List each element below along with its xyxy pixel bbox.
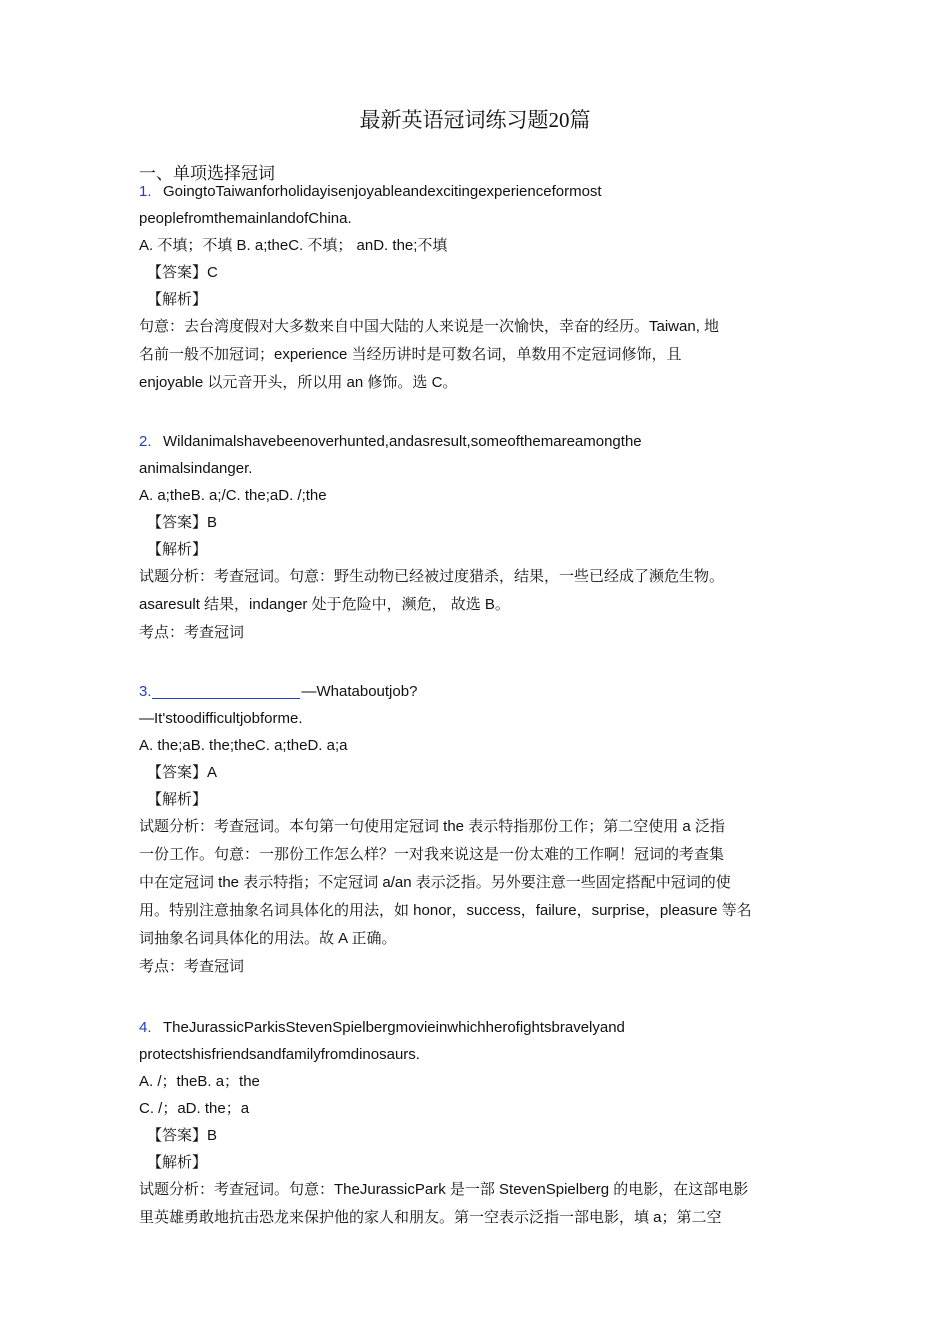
question-number: 1.	[139, 183, 152, 200]
question-number: 3.	[139, 683, 152, 700]
question-options: A. 不填；不填 B. a;theC. 不填； anD. the;不填	[139, 237, 448, 254]
question-number: 2.	[139, 433, 152, 450]
question-options: A. /；theB. a；the	[139, 1073, 260, 1090]
answer-label: 【答案】A	[147, 764, 218, 781]
question-stem-cont: protectshisfriendsandfamilyfromdinosaurs.	[139, 1046, 420, 1063]
answer-blank	[152, 681, 300, 699]
question-stem-cont: —It'stoodifficultjobforme.	[139, 710, 303, 727]
explanation: 试题分析：考查冠词。本句第一句使用定冠词 the 表示特指那份工作；第二空使用 a 泛指 一份工作。句意：一那份工作怎么样？一对我来说这是一份太难的工作啊！冠词的考查集 中在定冠词 the 表示特指；不定冠词 a/an 表示泛指。另外要注意一些固定搭配中冠词的使 用。特别注意抽象名词具体化的用法，如 honor，success，failure，surprise，pleasure 等名 词抽象名词具体化的用法。故 A 正确。	[139, 818, 752, 947]
question-options: C. /；aD. the；a	[139, 1100, 250, 1117]
document-title: 最新英语冠词练习题20篇	[359, 108, 591, 132]
question-options: A. the;aB. the;theC. a;theD. a;a	[139, 737, 348, 754]
question-stem: 4. TheJurassicParkisStevenSpielbergmovieinwhichherofightsbravelyand	[139, 1014, 809, 1041]
question-stem: 2. Wildanimalshavebeenoverhunted,andasresult,someofthemareamongthe	[139, 428, 809, 455]
question-stem-cont: animalsindanger.	[139, 460, 253, 477]
analysis-label: 【解析】	[147, 791, 208, 808]
question-stem: 1. GoingtoTaiwanforholidayisenjoyableandexcitingexperienceformost	[139, 178, 809, 205]
exam-point: 考点：考查冠词	[139, 624, 245, 641]
question-2	[139, 428, 809, 646]
question-stem: 3. —Whataboutjob?	[139, 683, 418, 700]
explanation: 试题分析：考查冠词。句意：野生动物已经被过度猎杀，结果，一些已经成了濒危生物。 asaresult 结果，indanger 处于危险中，濒危， 故选 B。	[139, 568, 725, 613]
question-number: 4.	[139, 1019, 152, 1036]
explanation: 试题分析：考查冠词。句意：TheJurassicPark 是一部 StevenSpielberg 的电影，在这部电影 里英雄勇敢地抗击恐龙来保护他的家人和朋友。第一空表示泛指一部电影，填 a；第二空	[139, 1181, 749, 1226]
section-title: 一、单项选择冠词	[139, 164, 275, 183]
answer-label: 【答案】C	[147, 264, 218, 281]
analysis-label: 【解析】	[147, 541, 208, 558]
question-3	[139, 678, 809, 980]
explanation: 句意：去台湾度假对大多数来自中国大陆的人来说是一次愉快，幸奋的经历。Taiwan, 地 名前一般不加冠词；experience 当经历讲时是可数名词，单数用不定冠词修饰，且 enjoyable 以元音开头，所以用 an 修饰。选 C。	[139, 318, 720, 391]
answer-label: 【答案】B	[147, 514, 218, 531]
question-stem-cont: peoplefromthemainlandofChina.	[139, 210, 352, 227]
question-4	[139, 1014, 809, 1232]
analysis-label: 【解析】	[147, 1154, 208, 1171]
answer-label: 【答案】B	[147, 1127, 218, 1144]
question-1	[139, 178, 809, 397]
exam-point: 考点：考查冠词	[139, 958, 245, 975]
analysis-label: 【解析】	[147, 291, 208, 308]
question-options: A. a;theB. a;/C. the;aD. /;the	[139, 487, 327, 504]
